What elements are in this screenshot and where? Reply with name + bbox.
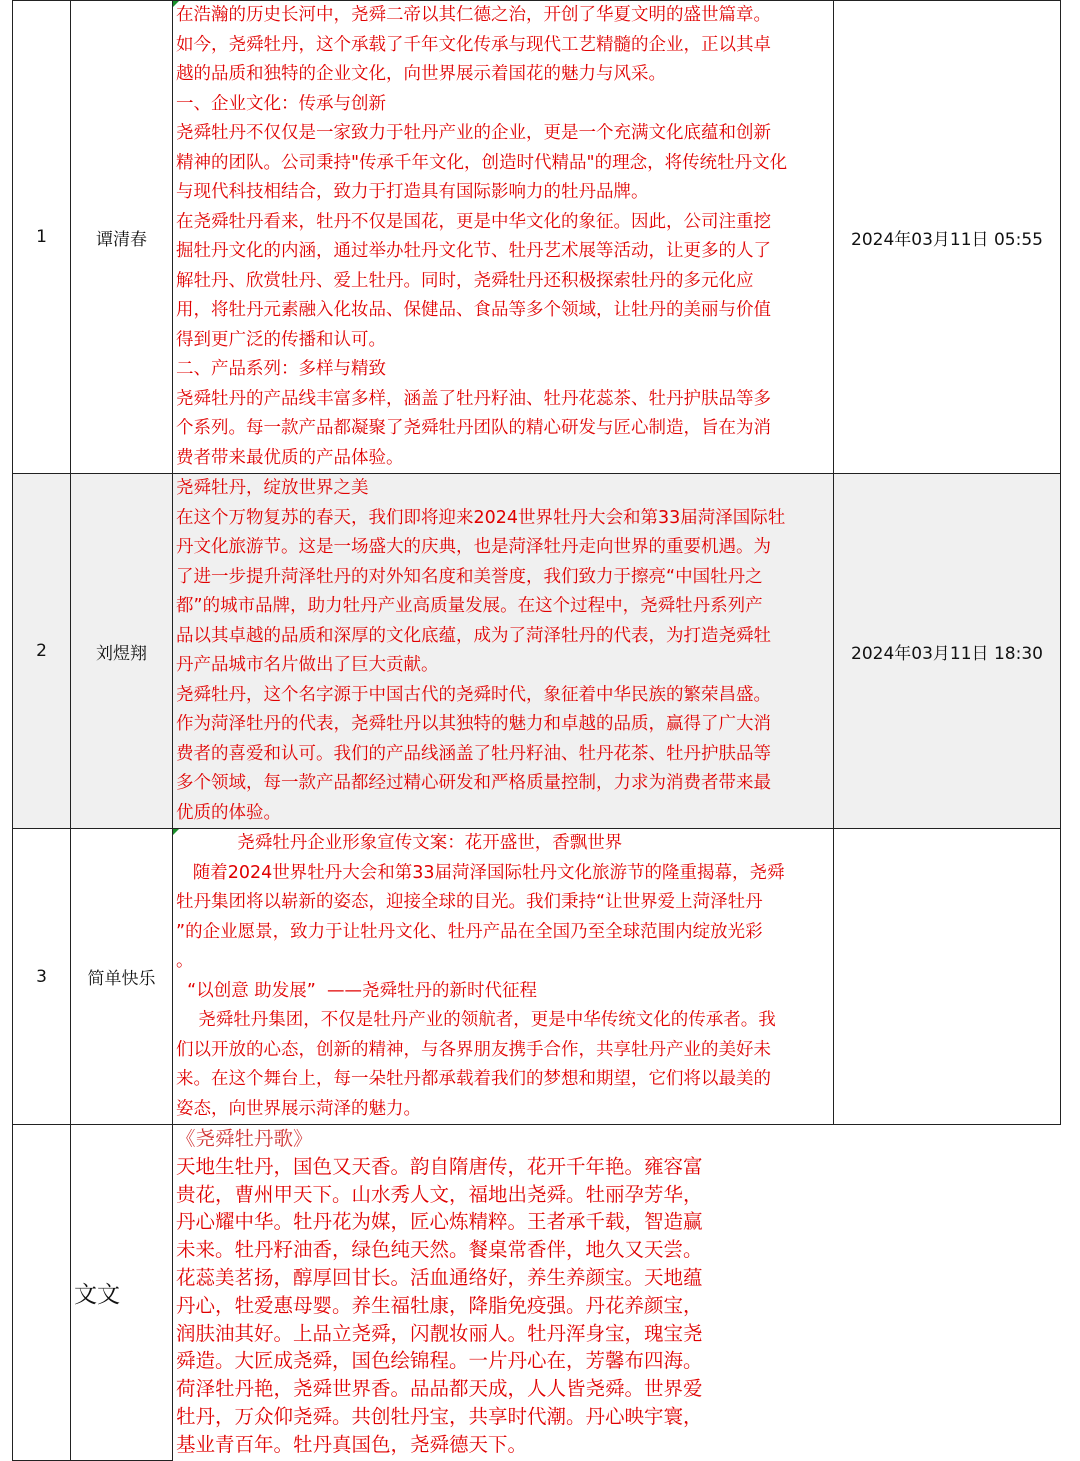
text-line: 费者的喜爱和认可。我们的产品线涵盖了牡丹籽油、牡丹花茶、牡丹护肤品等 [176, 743, 771, 764]
submission-text[interactable] [173, 829, 834, 1125]
text-line: 尧舜牡丹不仅仅是一家致力于牡丹产业的企业，更是一个充满文化底蕴和创新 [176, 123, 771, 143]
text-line: 品以其卓越的品质和深厚的文化底蕴，成为了菏泽牡丹的代表，为打造尧舜牡 [176, 625, 771, 646]
text-line: 随着2024世界牡丹大会和第33届菏泽国际牡丹文化旅游节的隆重揭幕，尧舜 [176, 862, 785, 883]
submission-date[interactable] [834, 829, 1061, 1125]
submission-text[interactable] [173, 474, 834, 829]
text-line: “以创意 助发展” ——尧舜牡丹的新时代征程 [176, 980, 537, 1001]
text-line: 尧舜牡丹，绽放世界之美 [176, 478, 369, 498]
text-line: 。 [176, 951, 194, 971]
text-line: 都”的城市品牌，助力牡丹产业高质量发展。在这个过程中，尧舜牡丹系列产 [176, 596, 763, 616]
text-line: 尧舜牡丹集团，不仅是牡丹产业的领航者，更是中华传统文化的传承者。我 [176, 1010, 776, 1030]
text-line: 二、产品系列：多样与精致 [176, 359, 386, 379]
text-line: 与现代科技相结合，致力于打造具有国际影响力的牡丹品牌。 [176, 182, 649, 202]
row-number[interactable]: 1 [13, 1, 71, 474]
text-line: 作为菏泽牡丹的代表，尧舜牡丹以其独特的魅力和卓越的品质，赢得了广大消 [176, 714, 771, 734]
empty-cell [834, 1125, 1061, 1461]
submission-date[interactable]: 2024年03月11日 18:30 [834, 474, 1061, 829]
poem-line: 天地生牡丹，国色又天香。韵自隋唐传，花开千年艳。雍容富 [176, 1154, 703, 1178]
text-line: 精神的团队。公司秉持"传承千年文化，创造时代精品"的理念，将传统牡丹文化 [176, 152, 788, 173]
row-number[interactable]: 2 [13, 474, 71, 829]
text-line: 在浩瀚的历史长河中，尧舜二帝以其仁德之治，开创了华夏文明的盛世篇章。 [176, 5, 771, 25]
author-name[interactable]: 文文 [71, 1125, 173, 1461]
poem-line: 荷泽牡丹艳，尧舜世界香。品品都天成，人人皆尧舜。世界爱 [176, 1377, 703, 1401]
row-number[interactable] [13, 1125, 71, 1461]
spreadsheet [12, 0, 1061, 1461]
text-line: 在尧舜牡丹看来，牡丹不仅是国花，更是中华文化的象征。因此，公司注重挖 [176, 211, 771, 232]
text-line: 丹产品城市名片做出了巨大贡献。 [176, 655, 439, 675]
text-line: 丹文化旅游节。这是一场盛大的庆典，也是菏泽牡丹走向世界的重要机遇。为 [176, 537, 771, 557]
poem-line: 花蕊美茗扬，醇厚回甘长。活血通络好，养生养颜宝。天地蕴 [176, 1265, 703, 1289]
text-line: 们以开放的心态，创新的精神，与各界朋友携手合作，共享牡丹产业的美好未 [176, 1039, 771, 1060]
text-line: 在这个万物复苏的春天，我们即将迎来2024世界牡丹大会和第33届菏泽国际牡 [176, 507, 786, 528]
poem-line: 丹心，牡爱惠母婴。养生福牡康，降脂免疫强。丹花养颜宝， [176, 1293, 703, 1317]
table-row [13, 474, 1061, 829]
table-row [13, 1125, 1061, 1461]
text-line: 如今，尧舜牡丹，这个承载了千年文化传承与现代工艺精髓的企业，正以其卓 [176, 34, 771, 55]
poem-line: 贵花，曹州甲天下。山水秀人文，福地出尧舜。牡丽孕芳华， [176, 1182, 703, 1206]
table-row [13, 829, 1061, 1125]
text-line: 费者带来最优质的产品体验。 [176, 447, 404, 468]
poem-line: 丹心耀中华。牡丹花为媒，匠心炼精粹。王者承千载，智造赢 [176, 1210, 703, 1234]
table-row [13, 1, 1061, 474]
text-line: 得到更广泛的传播和认可。 [176, 329, 386, 350]
text-line: 来。在这个舞台上，每一朵牡丹都承载着我们的梦想和期望，它们将以最美的 [176, 1069, 771, 1089]
submissions-table [12, 0, 1061, 1461]
text-line: 优质的体验。 [176, 802, 281, 823]
text-line: 解牡丹、欣赏牡丹、爱上牡丹。同时，尧舜牡丹还积极探索牡丹的多元化应 [176, 270, 754, 291]
poem-line: 基业青百年。牡丹真国色，尧舜德天下。 [176, 1432, 528, 1456]
author-name[interactable]: 简单快乐 [71, 829, 173, 1125]
poem-line: 牡丹，万众仰尧舜。共创牡丹宝，共享时代潮。丹心映宇寰， [176, 1404, 703, 1428]
poem-line: 润肤油其好。上品立尧舜，闪靓妆丽人。牡丹浑身宝，瑰宝尧 [176, 1321, 703, 1345]
poem-line: 舜造。大匠成尧舜，国色绘锦程。一片丹心在，芳馨布四海。 [176, 1349, 703, 1373]
text-line: 掘牡丹文化的内涵，通过举办牡丹文化节、牡丹艺术展等活动，让更多的人了 [176, 241, 771, 261]
text-line: 一、企业文化：传承与创新 [176, 93, 386, 114]
comment-marker-icon [173, 829, 179, 835]
text-line: 用，将牡丹元素融入化妆品、保健品、食品等多个领域，让牡丹的美丽与价值 [176, 300, 771, 320]
text-line: 个系列。每一款产品都凝聚了尧舜牡丹团队的精心研发与匠心制造，旨在为消 [176, 418, 771, 438]
author-name[interactable]: 谭清春 [71, 1, 173, 474]
poem-title: 《尧舜牡丹歌》 [176, 1127, 313, 1150]
text-line: 尧舜牡丹的产品线丰富多样，涵盖了牡丹籽油、牡丹花蕊茶、牡丹护肤品等多 [176, 388, 771, 409]
text-line: 多个领域，每一款产品都经过精心研发和严格质量控制，力求为消费者带来最 [176, 773, 771, 793]
poem-line: 未来。牡丹籽油香，绿色纯天然。餐桌常香伴，地久又天尝。 [176, 1238, 703, 1262]
row-number[interactable]: 3 [13, 829, 71, 1125]
comment-marker-icon [173, 1, 179, 7]
text-line: 姿态，向世界展示菏泽的魅力。 [176, 1098, 421, 1119]
poem-text[interactable] [173, 1125, 834, 1461]
submission-date[interactable]: 2024年03月11日 05:55 [834, 1, 1061, 474]
text-line: ”的企业愿景，致力于让牡丹文化、牡丹产品在全国乃至全球范围内绽放光彩 [176, 921, 763, 942]
text-line: 尧舜牡丹企业形象宣传文案：花开盛世，香飘世界 [176, 833, 623, 853]
text-line: 了进一步提升菏泽牡丹的对外知名度和美誉度，我们致力于擦亮“中国牡丹之 [176, 566, 763, 587]
submission-text[interactable] [173, 1, 834, 474]
text-line: 尧舜牡丹，这个名字源于中国古代的尧舜时代，象征着中华民族的繁荣昌盛。 [176, 684, 771, 705]
text-line: 牡丹集团将以崭新的姿态，迎接全球的目光。我们秉持“让世界爱上菏泽牡丹 [176, 892, 763, 912]
text-line: 越的品质和独特的企业文化，向世界展示着国花的魅力与风采。 [176, 64, 666, 84]
author-name[interactable]: 刘煜翔 [71, 474, 173, 829]
